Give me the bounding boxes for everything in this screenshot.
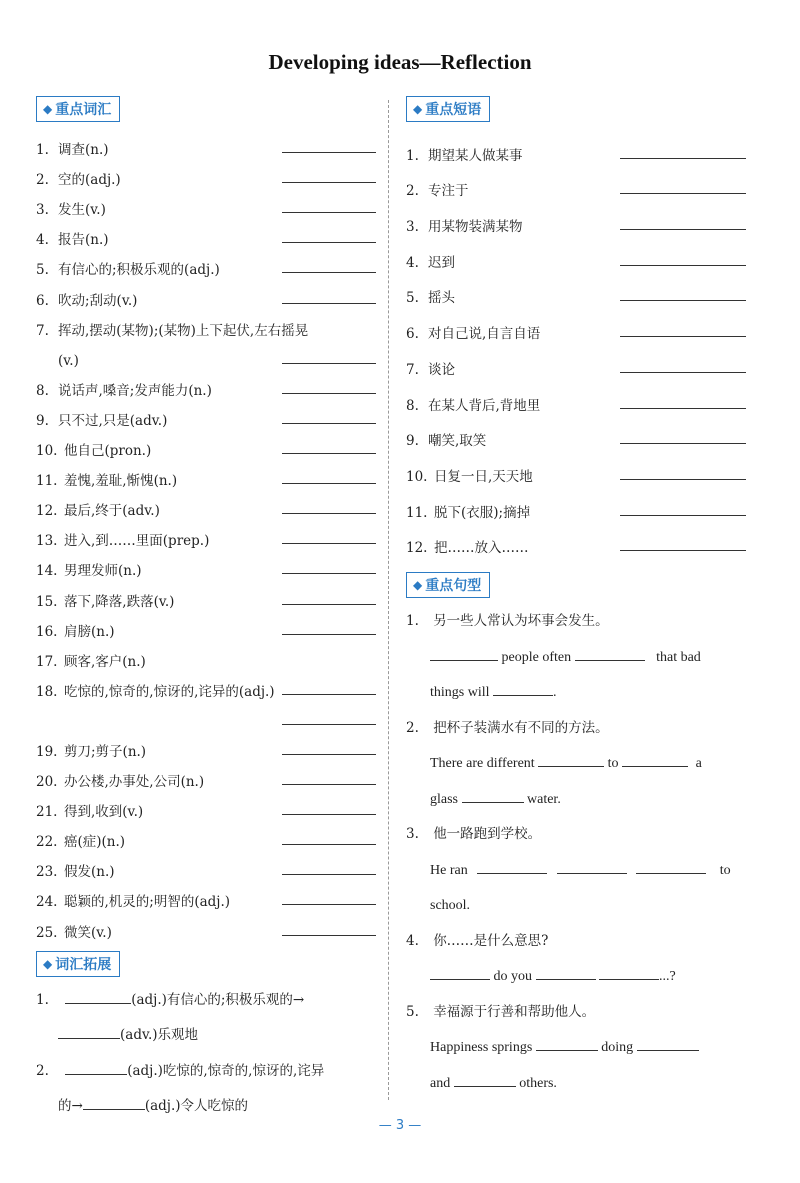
item-number: 21. bbox=[36, 804, 58, 821]
answer-blank[interactable] bbox=[575, 646, 645, 661]
sentence-word: ...? bbox=[659, 969, 676, 985]
item-number: 2. bbox=[406, 719, 419, 736]
item-number: 2. bbox=[406, 183, 419, 200]
ext-text: (adj.)吃惊的,惊奇的,惊讶的,诧异 bbox=[127, 1062, 325, 1079]
item-text: 调查(n.) bbox=[58, 142, 109, 159]
sentence-word: do you bbox=[493, 969, 532, 985]
item-text: 期望某人做某事 bbox=[428, 147, 523, 164]
answer-line[interactable] bbox=[620, 157, 746, 159]
column-divider bbox=[388, 100, 389, 1100]
answer-blank[interactable] bbox=[58, 1024, 120, 1039]
answer-line[interactable] bbox=[282, 813, 376, 815]
phrase-item bbox=[406, 164, 746, 200]
item-text: 他自己(pron.) bbox=[64, 443, 152, 460]
vocab-item bbox=[36, 790, 376, 820]
item-text: 羞愧,羞耻,惭愧(n.) bbox=[64, 473, 178, 490]
item-text: 男理发师(n.) bbox=[64, 563, 142, 580]
vocab-item bbox=[36, 670, 376, 700]
vocab-item bbox=[36, 399, 376, 429]
item-number: 9. bbox=[406, 433, 419, 450]
vocab-list bbox=[36, 128, 376, 941]
diamond-icon: ◆ bbox=[413, 578, 423, 593]
sentence-word: people often bbox=[501, 649, 572, 665]
item-text: 把……放入…… bbox=[434, 540, 529, 557]
answer-blank[interactable] bbox=[636, 859, 706, 874]
answer-blank[interactable] bbox=[65, 989, 131, 1004]
item-text: 脱下(衣服);摘掉 bbox=[434, 504, 531, 521]
sentence-cn: 他一路跑到学校。 bbox=[433, 826, 542, 843]
answer-line[interactable] bbox=[620, 264, 746, 266]
item-number: 15. bbox=[36, 593, 58, 610]
answer-line[interactable] bbox=[282, 422, 376, 424]
sentence-word: things will bbox=[430, 685, 490, 701]
answer-line[interactable] bbox=[282, 903, 376, 905]
item-number: 5. bbox=[36, 262, 49, 279]
vocab-item bbox=[36, 640, 376, 670]
item-number: 10. bbox=[36, 443, 58, 460]
answer-line[interactable] bbox=[282, 271, 376, 273]
answer-line[interactable] bbox=[620, 514, 746, 516]
sentence-word: others. bbox=[519, 1075, 557, 1091]
item-number: 3. bbox=[406, 826, 419, 843]
answer-line[interactable] bbox=[620, 335, 746, 337]
phrase-item bbox=[406, 271, 746, 307]
phrase-item bbox=[406, 128, 746, 164]
item-number: 12. bbox=[406, 540, 428, 557]
item-number: 23. bbox=[36, 864, 58, 881]
item-number: 1. bbox=[406, 147, 419, 164]
item-text: 对自己说,自言自语 bbox=[428, 326, 541, 343]
item-number: 14. bbox=[36, 563, 58, 580]
item-text: 有信心的;积极乐观的(adj.) bbox=[58, 262, 220, 279]
answer-blank[interactable] bbox=[538, 752, 604, 767]
item-number: 11. bbox=[406, 504, 428, 521]
item-text: 在某人背后,背地里 bbox=[428, 397, 541, 414]
sentence-word: school. bbox=[430, 898, 471, 914]
item-text: 落下,降落,跌落(v.) bbox=[64, 593, 175, 610]
answer-line[interactable] bbox=[282, 241, 376, 243]
section-title: 重点词汇 bbox=[55, 102, 112, 118]
item-text: 谈论 bbox=[428, 361, 455, 378]
section-key-sentences bbox=[406, 572, 490, 598]
answer-line[interactable] bbox=[282, 753, 376, 755]
answer-line[interactable] bbox=[282, 362, 376, 364]
vocab-item bbox=[36, 850, 376, 880]
item-text: 肩膀(n.) bbox=[64, 623, 115, 640]
vocab-item bbox=[36, 369, 376, 399]
item-number: 1. bbox=[406, 613, 419, 630]
answer-line[interactable] bbox=[620, 299, 746, 301]
answer-line[interactable] bbox=[282, 181, 376, 183]
vocab-item bbox=[36, 579, 376, 609]
page-title: Developing ideas—Reflection bbox=[268, 50, 532, 74]
answer-line[interactable] bbox=[620, 228, 746, 230]
phrase-item bbox=[406, 414, 746, 450]
sentence-cn: 把杯子装满水有不同的方法。 bbox=[433, 719, 609, 736]
answer-line[interactable] bbox=[282, 723, 376, 725]
section-title: 重点短语 bbox=[425, 102, 482, 118]
sentence-word: There are different bbox=[430, 756, 535, 772]
item-text: 最后,终于(adv.) bbox=[64, 503, 160, 520]
item-number: 3. bbox=[36, 202, 49, 219]
sentence-3 bbox=[406, 817, 746, 924]
answer-blank[interactable] bbox=[637, 1036, 699, 1051]
sentence-cn: 另一些人常认为坏事会发生。 bbox=[433, 613, 609, 630]
item-text: 报告(n.) bbox=[58, 232, 109, 249]
diamond-icon: ◆ bbox=[43, 956, 53, 971]
ext-text: (adj.)有信心的;积极乐观的→ bbox=[131, 991, 305, 1008]
left-column bbox=[36, 96, 376, 1125]
item-number: 19. bbox=[36, 743, 58, 760]
item-number: 22. bbox=[36, 834, 58, 851]
answer-line[interactable] bbox=[620, 371, 746, 373]
sentence-word: that bad bbox=[656, 649, 701, 665]
sentence-word: glass bbox=[430, 791, 458, 807]
answer-line[interactable] bbox=[282, 934, 376, 936]
item-text: 发生(v.) bbox=[58, 202, 106, 219]
item-text: 得到,收到(v.) bbox=[64, 804, 144, 821]
vocab-item bbox=[36, 218, 376, 248]
sentence-1 bbox=[406, 604, 746, 711]
item-text: 摇头 bbox=[428, 290, 455, 307]
answer-line[interactable] bbox=[282, 482, 376, 484]
phrase-item bbox=[406, 521, 746, 557]
item-number: 16. bbox=[36, 623, 58, 640]
answer-line[interactable] bbox=[620, 192, 746, 194]
sentence-2 bbox=[406, 711, 746, 818]
section-key-phrases bbox=[406, 96, 490, 122]
answer-line[interactable] bbox=[282, 151, 376, 153]
sentence-4 bbox=[406, 924, 746, 995]
item-number: 3. bbox=[406, 219, 419, 236]
answer-line[interactable] bbox=[282, 873, 376, 875]
vocab-item bbox=[36, 278, 376, 308]
item-number: 17. bbox=[36, 653, 58, 670]
phrase-item bbox=[406, 449, 746, 485]
item-number: 13. bbox=[36, 533, 58, 550]
vocab-item bbox=[36, 459, 376, 489]
section-title: 重点句型 bbox=[425, 578, 482, 595]
answer-line[interactable] bbox=[282, 572, 376, 574]
item-text: 日复一日,天天地 bbox=[434, 468, 533, 485]
vocab-item bbox=[36, 610, 376, 640]
item-text: 挥动,摆动(某物);(某物)上下起伏,左右摇晃 bbox=[58, 322, 309, 339]
item-text: 吹动;刮动(v.) bbox=[58, 292, 138, 309]
section-title: 词汇拓展 bbox=[55, 956, 112, 973]
answer-blank[interactable] bbox=[430, 965, 490, 980]
answer-line[interactable] bbox=[282, 843, 376, 845]
item-number: 4. bbox=[36, 232, 49, 249]
item-text: 聪颖的,机灵的;明智的(adj.) bbox=[64, 894, 231, 911]
item-number: 7. bbox=[36, 322, 49, 339]
item-text: 微笑(v.) bbox=[64, 924, 112, 941]
answer-blank[interactable] bbox=[477, 859, 547, 874]
vocab-item bbox=[36, 820, 376, 850]
sentence-5 bbox=[406, 995, 746, 1102]
answer-line[interactable] bbox=[282, 633, 376, 635]
answer-line[interactable] bbox=[282, 603, 376, 605]
item-number: 12. bbox=[36, 503, 58, 520]
vocab-item bbox=[36, 128, 376, 158]
phrase-list bbox=[406, 128, 746, 556]
page-number: — 3 — bbox=[378, 1118, 422, 1133]
answer-blank[interactable] bbox=[462, 788, 524, 803]
item-text: 用某物装满某物 bbox=[428, 219, 523, 236]
answer-line[interactable] bbox=[282, 211, 376, 213]
sentence-word: water. bbox=[527, 791, 561, 807]
item-text: 吃惊的,惊奇的,惊讶的,诧异的(adj.) bbox=[64, 683, 275, 700]
answer-line[interactable] bbox=[282, 512, 376, 514]
answer-blank[interactable] bbox=[536, 1036, 598, 1051]
vocab-item bbox=[36, 730, 376, 760]
vocab-item bbox=[36, 519, 376, 549]
sentence-word: a bbox=[695, 756, 702, 772]
ext-text: 的→ bbox=[58, 1098, 83, 1115]
vocab-item bbox=[36, 910, 376, 940]
item-number: 11. bbox=[36, 473, 58, 490]
sentence-word: He ran bbox=[430, 862, 468, 878]
item-text: 进入,到……里面(prep.) bbox=[64, 533, 210, 550]
answer-line[interactable] bbox=[620, 478, 746, 480]
item-number: 6. bbox=[406, 326, 419, 343]
section-vocab-ext bbox=[36, 951, 120, 977]
item-number: 25. bbox=[36, 924, 58, 941]
answer-blank[interactable] bbox=[493, 681, 553, 696]
item-text: 只不过,只是(adv.) bbox=[58, 412, 168, 429]
phrase-item bbox=[406, 342, 746, 378]
vocab-item bbox=[36, 880, 376, 910]
item-text: 空的(adj.) bbox=[58, 172, 121, 189]
item-number: 2. bbox=[36, 1062, 49, 1079]
right-column bbox=[406, 96, 746, 1101]
item-text: 说话声,嗓音;发声能力(n.) bbox=[58, 382, 212, 399]
sentence-word: and bbox=[430, 1075, 451, 1091]
sentence-word: to bbox=[719, 862, 731, 878]
answer-line[interactable] bbox=[282, 392, 376, 394]
item-text: 剪刀;剪子(n.) bbox=[64, 743, 147, 760]
ext-item-1 bbox=[36, 983, 376, 1054]
vocab-item bbox=[36, 188, 376, 218]
answer-line[interactable] bbox=[282, 783, 376, 785]
sentence-cn: 幸福源于行善和帮助他人。 bbox=[433, 1003, 596, 1020]
item-number: 18. bbox=[36, 683, 58, 700]
item-number: 9. bbox=[36, 412, 49, 429]
item-number: 2. bbox=[36, 172, 49, 189]
item-text: 迟到 bbox=[428, 254, 455, 271]
answer-blank[interactable] bbox=[599, 965, 659, 980]
answer-line[interactable] bbox=[620, 549, 746, 551]
phrase-item bbox=[406, 306, 746, 342]
item-number: 5. bbox=[406, 290, 419, 307]
item-number: 8. bbox=[36, 382, 49, 399]
item-number: 10. bbox=[406, 468, 428, 485]
sentence-word: Happiness springs bbox=[430, 1040, 533, 1056]
item-number: 4. bbox=[406, 254, 419, 271]
item-text: 专注于 bbox=[428, 183, 469, 200]
vocab-item bbox=[36, 248, 376, 278]
answer-line[interactable] bbox=[282, 542, 376, 544]
answer-blank[interactable] bbox=[536, 965, 596, 980]
vocab-item bbox=[36, 760, 376, 790]
answer-line[interactable] bbox=[620, 407, 746, 409]
item-number: 1. bbox=[36, 991, 49, 1008]
answer-line[interactable] bbox=[282, 302, 376, 304]
sentence-word: doing bbox=[601, 1040, 634, 1056]
phrase-item bbox=[406, 485, 746, 521]
vocab-item bbox=[36, 158, 376, 188]
answer-blank[interactable] bbox=[622, 752, 688, 767]
vocab-item bbox=[36, 309, 376, 339]
item-text: 嘲笑,取笑 bbox=[428, 433, 487, 450]
item-text: 假发(n.) bbox=[64, 864, 115, 881]
vocab-item bbox=[36, 429, 376, 459]
answer-line[interactable] bbox=[282, 693, 376, 695]
answer-blank[interactable] bbox=[430, 646, 498, 661]
sentence-word: to bbox=[607, 756, 619, 772]
item-number: 1. bbox=[36, 142, 49, 159]
phrase-item bbox=[406, 378, 746, 414]
item-number: 6. bbox=[36, 292, 49, 309]
answer-blank[interactable] bbox=[454, 1072, 516, 1087]
phrase-item bbox=[406, 199, 746, 235]
vocab-item bbox=[36, 549, 376, 579]
answer-line[interactable] bbox=[282, 452, 376, 454]
item-number: 4. bbox=[406, 932, 419, 949]
vocab-item bbox=[36, 489, 376, 519]
phrase-item bbox=[406, 235, 746, 271]
vocab-item bbox=[36, 339, 376, 369]
item-number: 7. bbox=[406, 361, 419, 378]
item-number: 8. bbox=[406, 397, 419, 414]
item-text: 顾客,客户(n.) bbox=[64, 653, 146, 670]
answer-blank[interactable] bbox=[557, 859, 627, 874]
answer-line[interactable] bbox=[620, 442, 746, 444]
item-number: 5. bbox=[406, 1003, 419, 1020]
item-number: 24. bbox=[36, 894, 58, 911]
answer-blank[interactable] bbox=[83, 1095, 145, 1110]
ext-item-2 bbox=[36, 1054, 376, 1125]
sentence-word: . bbox=[553, 685, 557, 701]
diamond-icon: ◆ bbox=[413, 102, 423, 116]
answer-blank[interactable] bbox=[65, 1060, 127, 1075]
vocab-item bbox=[36, 700, 376, 730]
item-number: 20. bbox=[36, 774, 58, 791]
section-key-vocab bbox=[36, 96, 120, 122]
item-text: 办公楼,办事处,公司(n.) bbox=[64, 774, 205, 791]
item-text: 癌(症)(n.) bbox=[64, 834, 126, 851]
ext-text: (adj.)令人吃惊的 bbox=[144, 1098, 249, 1115]
ext-text: (adv.)乐观地 bbox=[120, 1027, 199, 1044]
sentence-cn: 你……是什么意思? bbox=[433, 932, 549, 949]
diamond-icon: ◆ bbox=[43, 102, 53, 116]
item-text: (v.) bbox=[58, 352, 79, 369]
